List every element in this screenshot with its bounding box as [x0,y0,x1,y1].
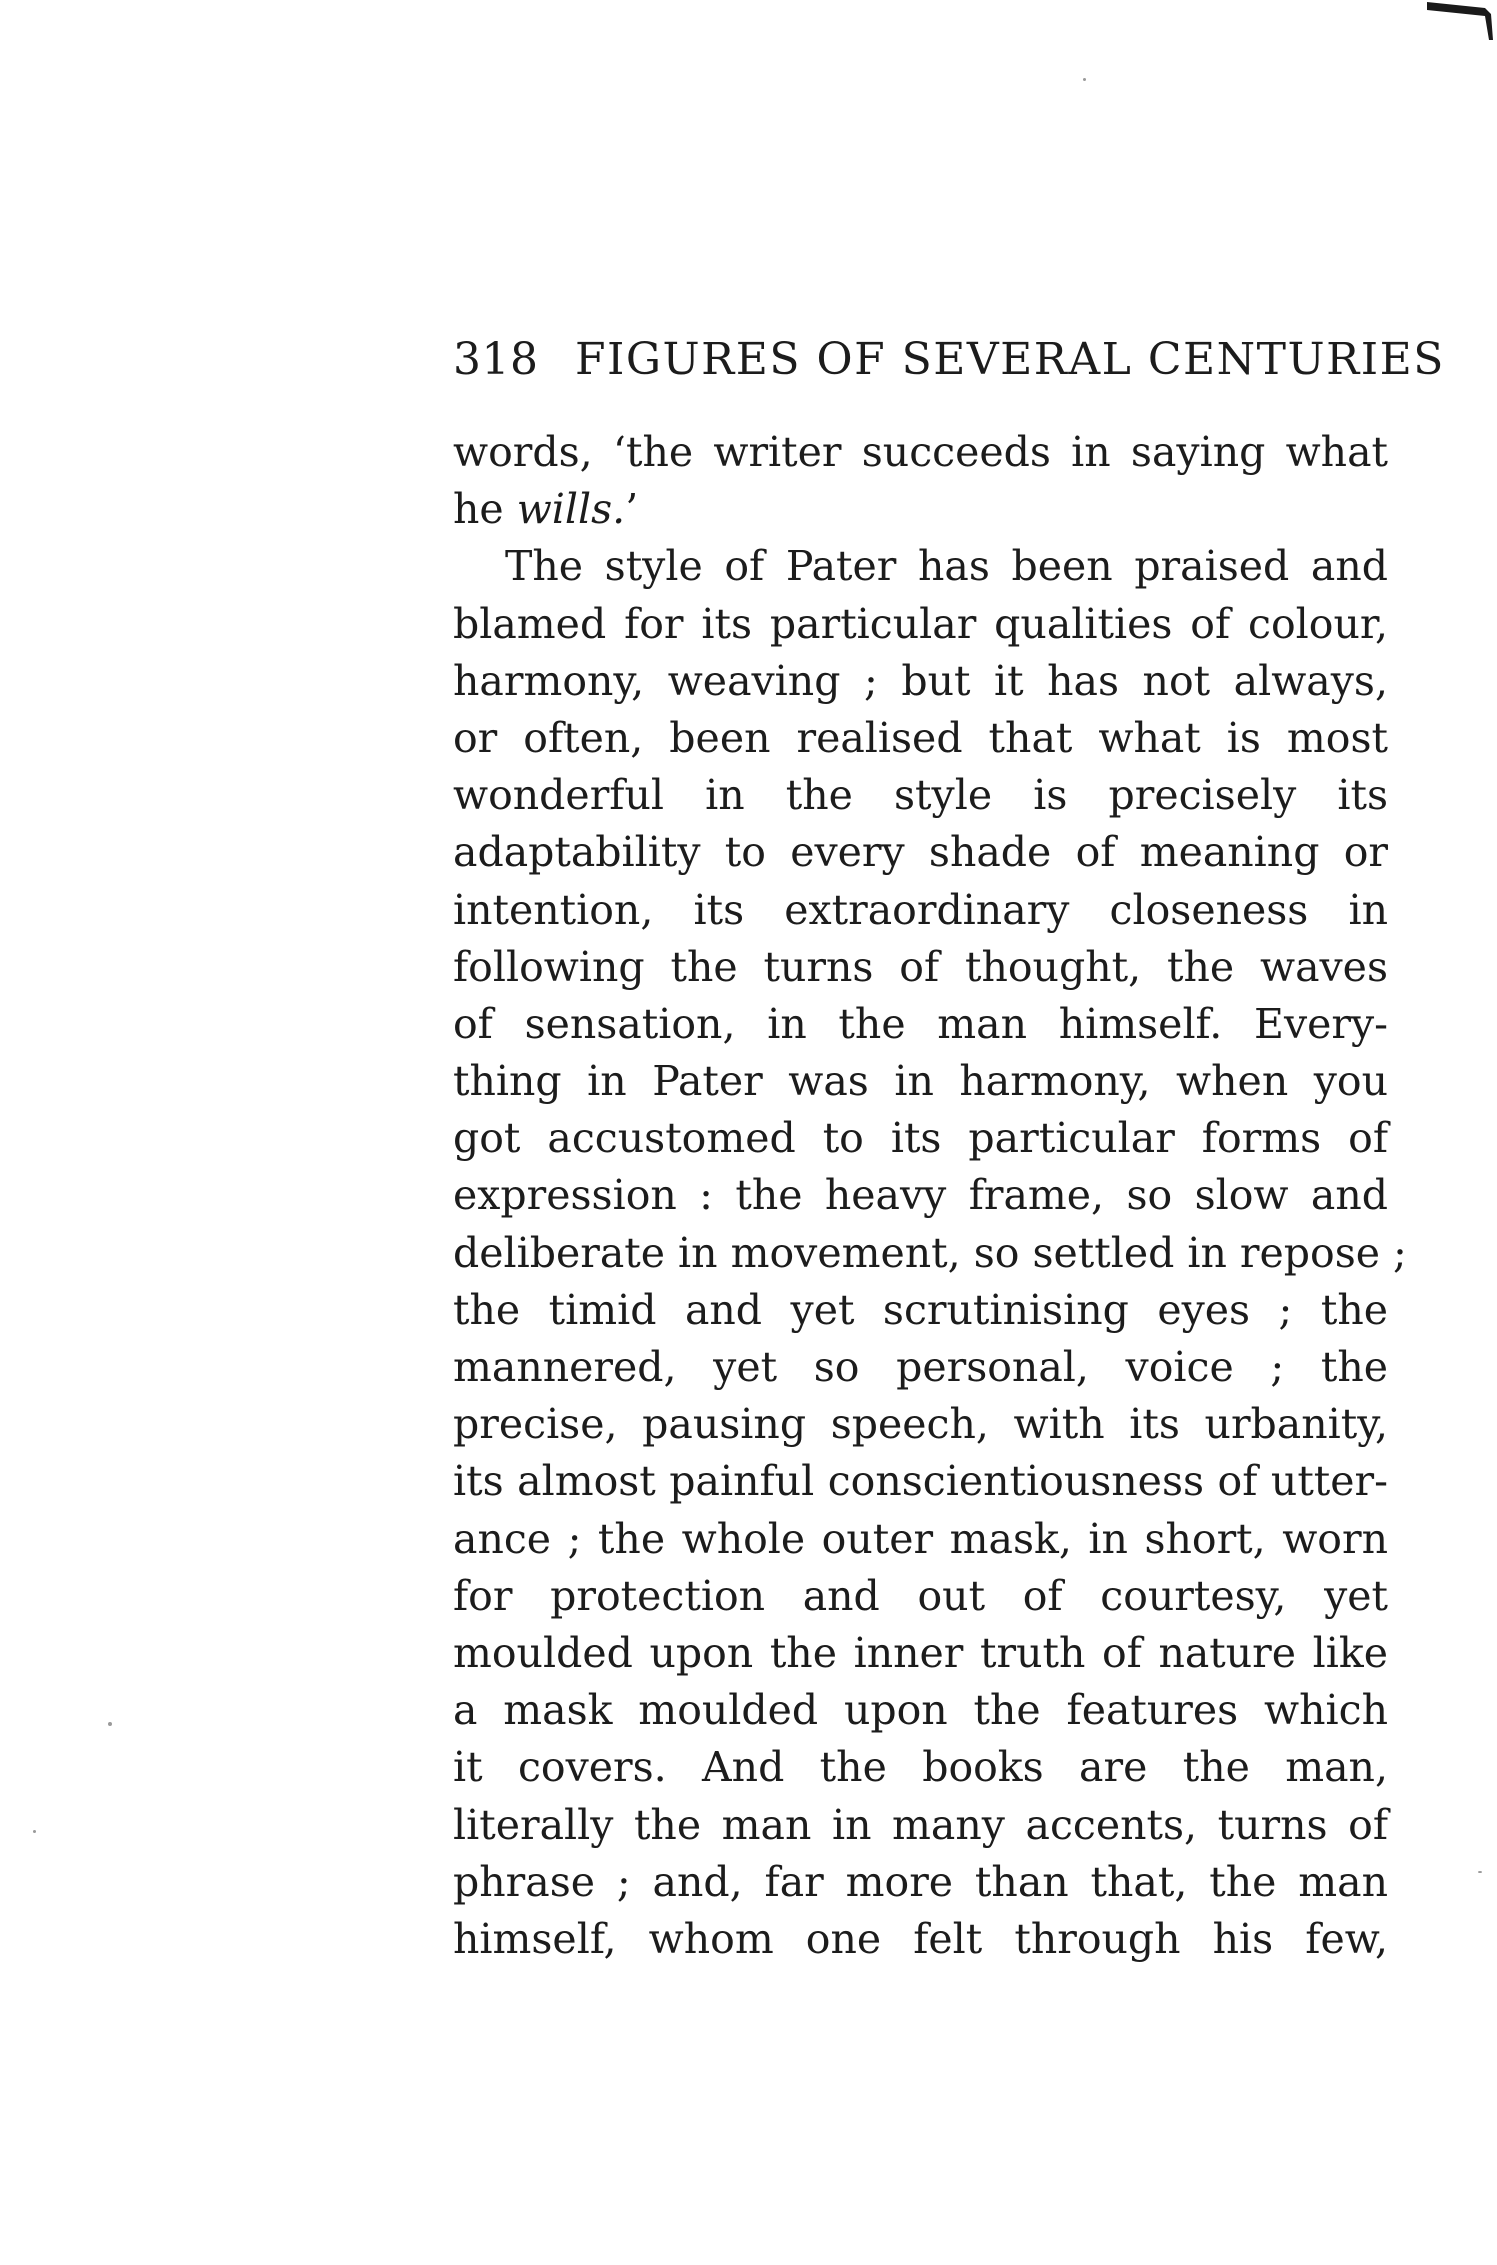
text-line: got accustomed to its particular forms of [453,1114,1388,1163]
paper-speck [1478,1871,1482,1873]
italic-word: wills. [516,485,626,534]
text-line: the timid and yet scrutinising eyes ; the [453,1285,1388,1334]
text-line: following the turns of thought, the waves [453,942,1388,991]
text-line: harmony, weaving ; but it has not always, [453,656,1388,705]
book-title: FIGURES OF SEVERAL CENTURIES [574,334,1445,385]
text-line: it covers. And the books are the man, [453,1743,1388,1792]
closing-quote: ’ [625,485,639,534]
text-line [453,481,1388,538]
text-line: expression : the heavy frame, so slow and [453,1171,1388,1220]
text-line: literally the man in many accents, turns of [453,1800,1388,1849]
text-line: ance ; the whole outer mask, in short, worn [453,1514,1388,1563]
text-line: a mask moulded upon the features which [453,1686,1388,1735]
paper-speck [108,1722,112,1726]
text-line: of sensation, in the man himself. Every- [453,999,1388,1048]
text-run: he [453,485,517,534]
body-text [453,424,1407,1968]
text-line: words, ‘the writer succeeds in saying what [453,428,1388,476]
text-line: moulded upon the inner truth of nature like [453,1628,1388,1677]
text-line: precise, pausing speech, with its urbanity, [453,1400,1388,1449]
page-number: 318 [453,334,539,385]
text-line: deliberate in movement, so settled in repose ; [453,1228,1407,1277]
text-line: wonderful in the style is precisely its [453,771,1388,820]
text-line: or often, been realised that what is most [453,713,1388,762]
text-line: for protection and out of courtesy, yet [453,1571,1388,1620]
paper-speck [33,1830,36,1833]
paragraph-first-line: The style of Pater has been praised and [505,542,1388,591]
text-line: blamed for its particular qualities of colour, [453,599,1388,648]
running-head [453,330,1445,390]
text-line: its almost painful conscientiousness of utter- [453,1457,1388,1506]
text-line: mannered, yet so personal, voice ; the [453,1343,1388,1391]
text-line: intention, its extraordinary closeness in [453,885,1388,934]
text-line: phrase ; and, far more than that, the man [453,1857,1388,1906]
text-line: adaptability to every shade of meaning or [453,828,1388,877]
text-line: himself, whom one felt through his few, [453,1914,1388,1963]
paper-speck [1083,78,1086,81]
text-line: thing in Pater was in harmony, when you [453,1057,1388,1106]
page-corner-mark [1427,0,1497,48]
